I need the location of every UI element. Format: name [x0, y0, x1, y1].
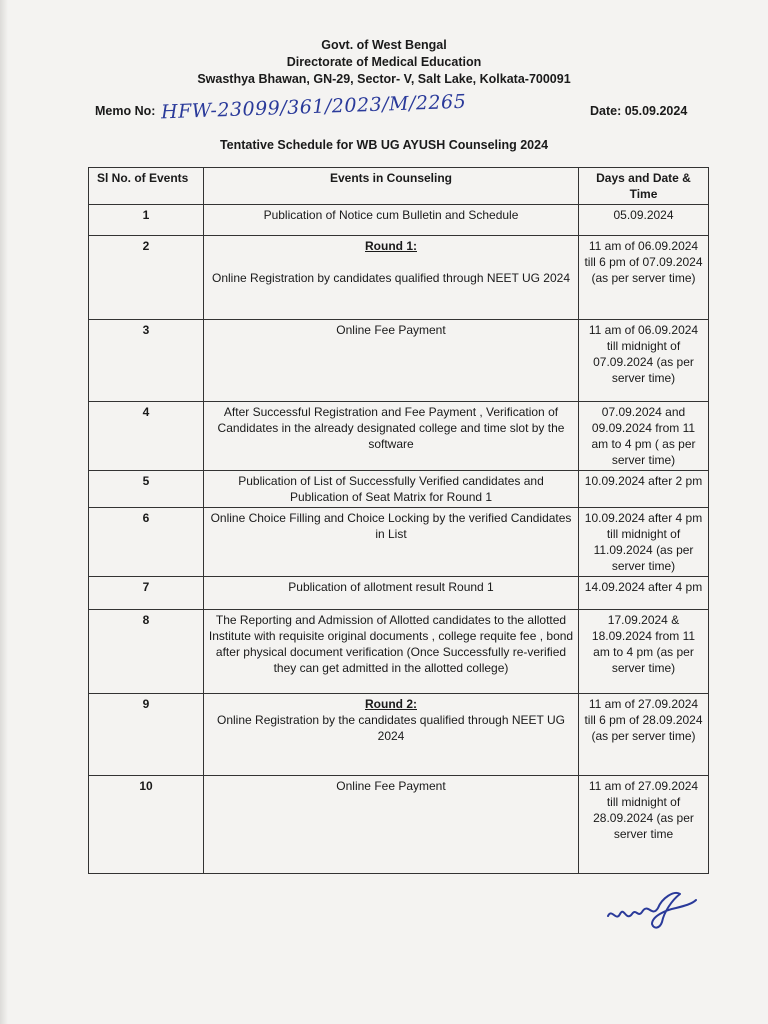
row-event: [204, 610, 579, 694]
event-text: Publication of List of Successfully Verified candidates and Publication of Seat Matrix for Round 1: [238, 474, 544, 504]
row-sl: 5: [89, 471, 204, 508]
row-date: 07.09.2024 and 09.09.2024 from 11 am to 4 pm ( as per server time): [579, 402, 709, 471]
table-header-row: [89, 168, 709, 205]
table-row: [89, 236, 709, 320]
row-date: 14.09.2024 after 4 pm: [579, 577, 709, 610]
row-date: 11 am of 27.09.2024 till 6 pm of 28.09.2024 (as per server time): [579, 694, 709, 776]
header-address: Swasthya Bhawan, GN-29, Sector- V, Salt Lake, Kolkata-700091: [197, 72, 571, 86]
row-date: 10.09.2024 after 4 pm till midnight of 11.09.2024 (as per server time): [579, 508, 709, 577]
event-text: Publication of Notice cum Bulletin and Schedule: [263, 208, 519, 222]
table-row: [89, 577, 709, 610]
table-row: [89, 610, 709, 694]
row-date: 11 am of 06.09.2024 till 6 pm of 07.09.2024 (as per server time): [579, 236, 709, 320]
table-row: [89, 205, 709, 236]
row-event: [204, 205, 579, 236]
event-text: After Successful Registration and Fee Payment , Verification of Candidates in the already designated college and time slot by the software: [217, 405, 565, 451]
table-row: [89, 508, 709, 577]
row-event: [204, 402, 579, 471]
memo-date: Date: 05.09.2024: [590, 104, 688, 118]
schedule-title: Tentative Schedule for WB UG AYUSH Counseling 2024: [219, 138, 549, 152]
row-sl: 3: [89, 320, 204, 402]
row-sl: 7: [89, 577, 204, 610]
row-date: 17.09.2024 & 18.09.2024 from 11 am to 4 pm (as per server time): [579, 610, 709, 694]
memo-row: [95, 90, 715, 124]
event-text: Online Fee Payment: [336, 323, 446, 337]
row-event: [204, 471, 579, 508]
event-text: The Reporting and Admission of Allotted candidates to the allotted Institute with requisite original documents , college requite fee , bond after physical document verification (Once Successfully re-verified they can get admitted in the allotted college): [208, 613, 574, 675]
row-event: [204, 776, 579, 874]
row-date: 10.09.2024 after 2 pm: [579, 471, 709, 508]
header-govt: Govt. of West Bengal: [321, 38, 447, 52]
event-text: Publication of allotment result Round 1: [288, 580, 494, 594]
row-sl: 9: [89, 694, 204, 776]
memo-number-handwritten: HFW-23099/361/2023/M/2265: [160, 90, 467, 124]
event-text: Online Registration by candidates qualified through NEET UG 2024: [212, 271, 570, 285]
header-directorate: Directorate of Medical Education: [286, 55, 482, 69]
row-event: [204, 577, 579, 610]
round-label: Round 2:: [365, 697, 417, 711]
row-sl: 2: [89, 236, 204, 320]
row-date: 05.09.2024: [579, 205, 709, 236]
table-row: [89, 694, 709, 776]
event-text: Online Fee Payment: [336, 779, 446, 793]
row-sl: 6: [89, 508, 204, 577]
header-date-time: Days and Date & Time: [579, 168, 709, 205]
row-sl: 1: [89, 205, 204, 236]
table-row: [89, 320, 709, 402]
event-text: Online Choice Filling and Choice Locking by the verified Candidates in List: [210, 511, 572, 541]
header-sl-no: Sl No. of Events: [89, 168, 204, 205]
schedule-table: [88, 167, 709, 874]
row-sl: 10: [89, 776, 204, 874]
row-event: [204, 320, 579, 402]
table-row: [89, 402, 709, 471]
row-sl: 8: [89, 610, 204, 694]
row-event: [204, 508, 579, 577]
page-edge-shadow: [0, 0, 8, 1024]
table-row: [89, 776, 709, 874]
table-row: [89, 471, 709, 508]
row-date: 11 am of 27.09.2024 till midnight of 28.09.2024 (as per server time: [579, 776, 709, 874]
signature-mark: [600, 878, 700, 938]
row-event: [204, 236, 579, 320]
row-date: 11 am of 06.09.2024 till midnight of 07.09.2024 (as per server time): [579, 320, 709, 402]
header-events: Events in Counseling: [204, 168, 579, 205]
round-label: Round 1:: [365, 239, 417, 253]
row-sl: 4: [89, 402, 204, 471]
memo-label: Memo No:: [95, 104, 156, 118]
row-event: [204, 694, 579, 776]
event-text: Online Registration by the candidates qualified through NEET UG 2024: [217, 713, 565, 743]
